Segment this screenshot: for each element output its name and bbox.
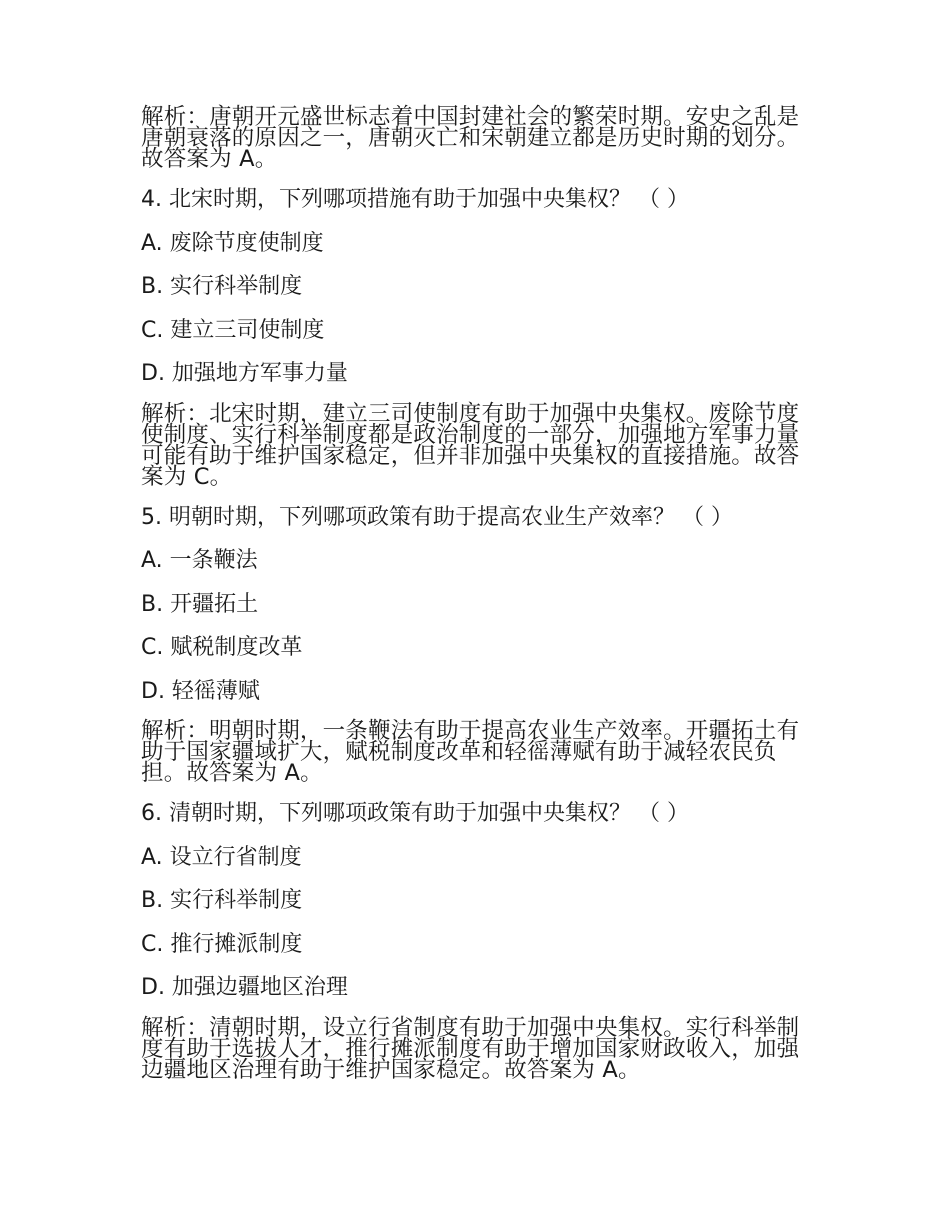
question-5-option-b: B. 开疆拓土 — [141, 591, 259, 617]
question-4-option-c: C. 建立三司使制度 — [141, 317, 325, 343]
question-block-4 — [141, 186, 813, 488]
document-page — [141, 104, 813, 1097]
question-4-explanation: 解析：北宋时期，建立三司使制度有助于加强中央集权。废除节度使制度、实行科举制度都是政治制度的一部分，加强地方军事力量可能有助于维护国家稳定，但并非加强中央集权的直接措施。故答案为 C。 — [141, 400, 800, 490]
question-block-5 — [141, 504, 813, 785]
question-5-option-a: A. 一条鞭法 — [141, 548, 258, 573]
question-6-stem: 6. 清朝时期，下列哪项政策有助于加强中央集权？ （ ） — [141, 801, 689, 826]
question-4-stem: 4. 北宋时期，下列哪项措施有助于加强中央集权？ （ ） — [141, 187, 689, 212]
question-5-explanation: 解析：明朝时期，一条鞭法有助于提高农业生产效率。开疆拓土有助于国家疆域扩大，赋税制度改革和轻徭薄赋有助于减轻农民负担。故答案为 A。 — [141, 718, 800, 786]
question-6-option-d: D. 加强边疆地区治理 — [141, 975, 348, 1000]
question-6-option-c: C. 推行摊派制度 — [141, 931, 303, 957]
question-6-explanation: 解析：清朝时期，设立行省制度有助于加强中央集权。实行科举制度有助于选拔人才，推行摊派制度有助于增加国家财政收入，加强边疆地区治理有助于维护国家稳定。故答案为 A。 — [141, 1014, 800, 1083]
question-4-option-d: D. 加强地方军事力量 — [141, 361, 348, 386]
question-5-option-c: C. 赋税制度改革 — [141, 635, 303, 660]
question-5-stem: 5. 明朝时期，下列哪项政策有助于提高农业生产效率？ （ ） — [141, 504, 733, 530]
question-4-option-a: A. 废除节度使制度 — [141, 230, 324, 256]
question-block-6 — [141, 800, 813, 1081]
question-6-option-a: A. 设立行省制度 — [141, 844, 302, 870]
explanation-q3: 解析：唐朝开元盛世标志着中国封建社会的繁荣时期。安史之乱是唐朝衰落的原因之一，唐朝灭亡和宋朝建立都是历史时期的划分。故答案为 A。 — [141, 104, 800, 172]
question-4-option-b: B. 实行科举制度 — [141, 274, 303, 299]
question-5-option-d: D. 轻徭薄赋 — [141, 678, 260, 704]
question-6-option-b: B. 实行科举制度 — [141, 888, 303, 913]
